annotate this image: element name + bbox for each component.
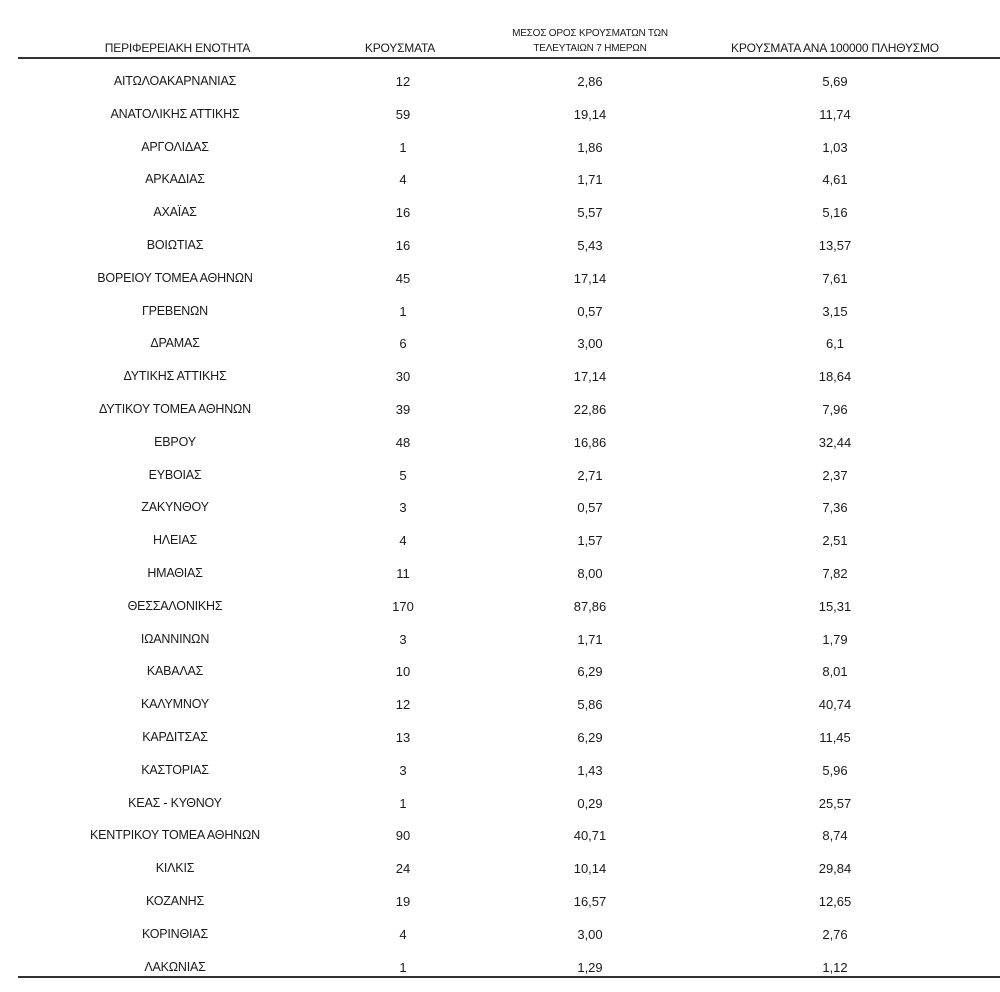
cell-avg-7-days: 1,57 <box>577 533 603 549</box>
cell-avg-7-days: 1,29 <box>577 959 603 975</box>
table-row <box>0 65 1000 98</box>
cell-region: ΚΟΖΑΝΗΣ <box>145 893 205 908</box>
cell-avg-7-days: 5,86 <box>577 697 603 713</box>
cell-region: ΔΥΤΙΚΟΥ ΤΟΜΕΑ ΑΘΗΝΩΝ <box>98 401 252 416</box>
cell-cases-per-100k: 1,12 <box>822 959 848 975</box>
cell-cases: 45 <box>395 270 411 286</box>
cell-region: ΚΕΑΣ - ΚΥΘΝΟΥ <box>128 795 222 810</box>
cell-cases: 19 <box>395 893 411 909</box>
cell-cases-per-100k: 13,57 <box>818 237 852 253</box>
cell-cases: 3 <box>399 631 407 647</box>
table-row <box>0 590 1000 623</box>
table-row <box>0 98 1000 131</box>
header-region: ΠΕΡΙΦΕΡΕΙΑΚΗ ΕΝΟΤΗΤΑ <box>104 41 251 55</box>
cell-avg-7-days: 17,14 <box>573 369 607 385</box>
cell-region: ΑΙΤΩΛΟΑΚΑΡΝΑΝΙΑΣ <box>113 74 237 88</box>
cell-cases: 12 <box>395 697 411 713</box>
cell-cases-per-100k: 5,16 <box>822 205 848 221</box>
cell-avg-7-days: 5,57 <box>577 205 603 221</box>
cell-cases-per-100k: 8,74 <box>822 828 848 844</box>
table-row <box>0 721 1000 754</box>
cell-avg-7-days: 87,86 <box>573 598 607 614</box>
cell-region: ΕΒΡΟΥ <box>154 434 196 449</box>
cell-avg-7-days: 0,57 <box>577 500 603 516</box>
table-row <box>0 819 1000 852</box>
cell-cases: 5 <box>399 467 407 483</box>
cell-cases-per-100k: 11,74 <box>819 106 851 122</box>
cell-cases-per-100k: 12,65 <box>818 893 852 909</box>
cell-region: ΖΑΚΥΝΘΟΥ <box>141 500 209 515</box>
cell-cases-per-100k: 11,45 <box>819 729 851 745</box>
table-row <box>0 360 1000 393</box>
cell-cases-per-100k: 3,15 <box>822 303 848 319</box>
table-row <box>0 885 1000 918</box>
cell-region: ΒΟΙΩΤΙΑΣ <box>146 237 204 252</box>
table-row <box>0 787 1000 820</box>
cell-cases-per-100k: 32,44 <box>818 434 852 450</box>
cell-cases: 30 <box>395 369 411 385</box>
cell-cases: 4 <box>399 533 407 549</box>
cell-cases-per-100k: 2,37 <box>822 467 848 483</box>
cell-region: ΑΡΓΟΛΙΔΑΣ <box>141 139 209 154</box>
cell-region: ΙΩΑΝΝΙΝΩΝ <box>140 631 210 646</box>
table-row <box>0 426 1000 459</box>
cell-avg-7-days: 16,57 <box>573 893 607 909</box>
cell-cases: 48 <box>395 434 411 450</box>
cell-cases-per-100k: 7,36 <box>822 500 848 516</box>
table-row <box>0 951 1000 984</box>
table-row <box>0 623 1000 656</box>
table-row <box>0 918 1000 951</box>
cell-cases-per-100k: 15,31 <box>818 598 852 614</box>
cell-avg-7-days: 1,71 <box>577 631 603 647</box>
cell-avg-7-days: 6,29 <box>577 729 603 745</box>
cell-cases-per-100k: 25,57 <box>818 795 852 811</box>
cell-avg-7-days: 17,14 <box>573 270 607 286</box>
cell-avg-7-days: 22,86 <box>573 401 607 417</box>
cell-cases: 10 <box>395 664 411 680</box>
cell-avg-7-days: 0,57 <box>577 303 603 319</box>
cell-region: ΔΡΑΜΑΣ <box>150 336 200 351</box>
cell-cases: 11 <box>396 565 410 581</box>
cell-cases: 6 <box>399 336 407 352</box>
cell-cases: 1 <box>399 795 407 811</box>
cell-avg-7-days: 2,71 <box>577 467 603 483</box>
cell-avg-7-days: 8,00 <box>577 565 603 581</box>
cell-avg-7-days: 1,43 <box>577 762 603 778</box>
cell-region: ΚΑΡΔΙΤΣΑΣ <box>142 729 208 744</box>
cell-avg-7-days: 40,71 <box>573 828 607 844</box>
table-row <box>0 131 1000 164</box>
header-avg-7-days <box>470 26 710 56</box>
cell-cases: 59 <box>395 106 411 122</box>
cell-cases: 170 <box>392 598 414 614</box>
cell-region: ΑΡΚΑΔΙΑΣ <box>145 172 205 187</box>
cell-cases: 16 <box>395 205 411 221</box>
cell-avg-7-days: 0,29 <box>577 795 603 811</box>
cell-avg-7-days: 3,00 <box>577 336 603 352</box>
cell-avg-7-days: 2,86 <box>577 74 603 89</box>
table-row <box>0 196 1000 229</box>
cell-cases-per-100k: 2,76 <box>822 926 848 942</box>
cell-avg-7-days: 6,29 <box>577 664 603 680</box>
cell-cases: 1 <box>399 303 407 319</box>
cell-cases-per-100k: 18,64 <box>818 369 852 385</box>
cell-region: ΗΜΑΘΙΑΣ <box>147 565 203 580</box>
table-row <box>0 557 1000 590</box>
cell-cases-per-100k: 7,96 <box>822 401 848 417</box>
cell-cases-per-100k: 2,51 <box>822 533 848 549</box>
cell-cases-per-100k: 4,61 <box>822 172 848 188</box>
table-row <box>0 229 1000 262</box>
cell-region: ΗΛΕΙΑΣ <box>152 533 198 548</box>
cell-region: ΔΥΤΙΚΗΣ ΑΤΤΙΚΗΣ <box>123 369 227 384</box>
cell-region: ΓΡΕΒΕΝΩΝ <box>141 303 209 318</box>
cell-cases-per-100k: 5,96 <box>822 762 848 778</box>
table-body <box>0 65 1000 983</box>
cell-cases: 3 <box>399 762 407 778</box>
cell-cases-per-100k: 29,84 <box>818 861 852 877</box>
table-row <box>0 295 1000 328</box>
cell-region: ΑΝΑΤΟΛΙΚΗΣ ΑΤΤΙΚΗΣ <box>110 106 240 121</box>
cell-avg-7-days: 5,43 <box>577 237 603 253</box>
table-row <box>0 688 1000 721</box>
cell-region: ΛΑΚΩΝΙΑΣ <box>144 959 206 974</box>
cell-region: ΚΟΡΙΝΘΙΑΣ <box>142 926 208 941</box>
table-row <box>0 327 1000 360</box>
cell-region: ΒΟΡΕΙΟΥ ΤΟΜΕΑ ΑΘΗΝΩΝ <box>97 270 253 285</box>
cell-avg-7-days: 10,14 <box>573 861 607 877</box>
header-cases-per-100k: ΚΡΟΥΣΜΑΤΑ ΑΝΑ 100000 ΠΛΗΘΥΣΜΟ <box>731 41 939 55</box>
table-row <box>0 163 1000 196</box>
header-cases: ΚΡΟΥΣΜΑΤΑ <box>364 41 436 55</box>
header-avg-line1: ΜΕΣΟΣ ΟΡΟΣ ΚΡΟΥΣΜΑΤΩΝ ΤΩΝ <box>512 28 668 39</box>
cell-cases: 13 <box>395 729 411 745</box>
cell-cases: 4 <box>399 172 407 188</box>
table-row <box>0 393 1000 426</box>
cell-region: ΚΑΒΑΛΑΣ <box>146 664 204 679</box>
table-row <box>0 852 1000 885</box>
table-row <box>0 524 1000 557</box>
cell-region: ΚΑΣΤΟΡΙΑΣ <box>141 762 209 777</box>
cell-region: ΘΕΣΣΑΛΟΝΙΚΗΣ <box>127 598 223 613</box>
cell-cases-per-100k: 8,01 <box>822 664 848 680</box>
cell-avg-7-days: 1,86 <box>577 139 603 155</box>
cell-cases: 4 <box>399 926 407 942</box>
cell-region: ΑΧΑΪΑΣ <box>153 205 197 220</box>
table-row <box>0 491 1000 524</box>
cell-avg-7-days: 16,86 <box>573 434 607 450</box>
cell-cases-per-100k: 7,61 <box>822 270 848 286</box>
table-row <box>0 754 1000 787</box>
cell-cases-per-100k: 1,03 <box>822 139 848 155</box>
cell-cases-per-100k: 1,79 <box>822 631 848 647</box>
cell-cases-per-100k: 5,69 <box>822 74 848 89</box>
table-bottom-divider <box>18 976 1000 978</box>
table-row <box>0 459 1000 492</box>
cell-region: ΚΙΛΚΙΣ <box>155 861 195 876</box>
cell-cases: 16 <box>395 237 411 253</box>
cell-region: ΚΕΝΤΡΙΚΟΥ ΤΟΜΕΑ ΑΘΗΝΩΝ <box>90 828 260 843</box>
cell-region: ΚΑΛΥΜΝΟΥ <box>141 697 209 712</box>
table-header <box>0 0 1000 58</box>
table-row <box>0 262 1000 295</box>
header-avg-line2: ΤΕΛΕΥΤΑΙΩΝ 7 ΗΜΕΡΩΝ <box>533 43 647 54</box>
header-divider <box>18 57 1000 59</box>
cell-avg-7-days: 19,14 <box>573 106 607 122</box>
cell-avg-7-days: 3,00 <box>577 926 603 942</box>
table-row <box>0 655 1000 688</box>
cell-cases: 1 <box>399 139 407 155</box>
cell-cases: 1 <box>399 959 407 975</box>
cell-avg-7-days: 1,71 <box>577 172 603 188</box>
cell-cases-per-100k: 6,1 <box>825 336 845 352</box>
cell-cases: 24 <box>395 861 411 877</box>
cell-cases-per-100k: 7,82 <box>822 565 848 581</box>
cell-cases-per-100k: 40,74 <box>818 697 852 713</box>
cell-cases: 39 <box>395 401 411 417</box>
cell-cases: 90 <box>395 828 411 844</box>
cell-cases: 12 <box>395 74 411 89</box>
cell-region: ΕΥΒΟΙΑΣ <box>148 467 202 482</box>
cell-cases: 3 <box>399 500 407 516</box>
